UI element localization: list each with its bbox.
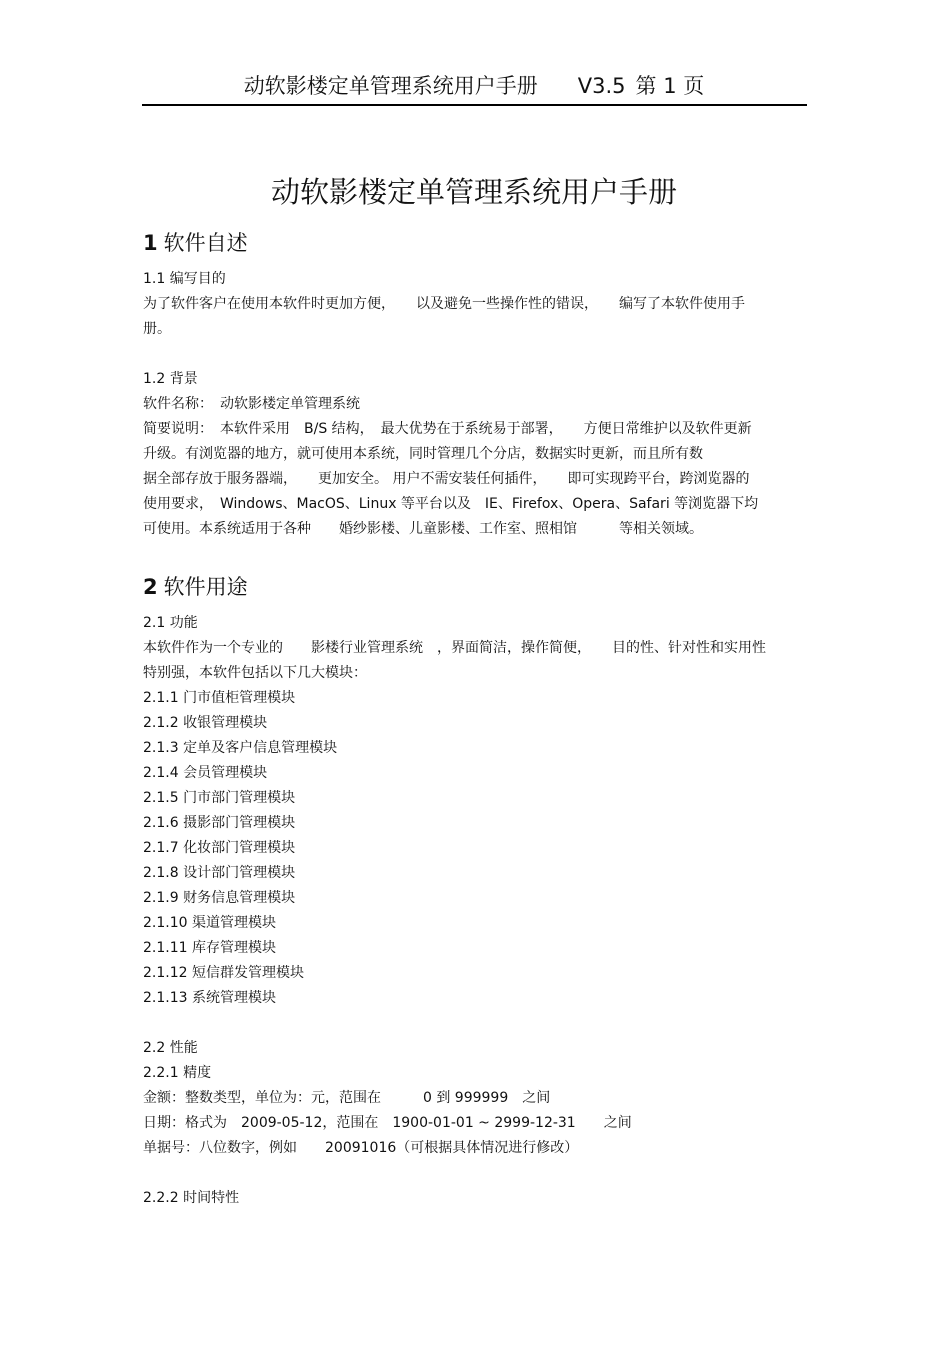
module-item: 2.1.11 库存管理模块: [143, 940, 276, 956]
module-item: 2.1.12 短信群发管理模块: [143, 965, 304, 981]
section-2-number: 2: [143, 575, 158, 599]
section-2-2-2-title: 2.2.2 时间特性: [143, 1190, 240, 1206]
header-version: V3.5: [577, 74, 626, 98]
precision-date-line: 日期：格式为 2009-05-12，范围在 1900-01-01 ~ 2999-12-31 之间: [143, 1115, 632, 1131]
module-item: 2.1.7 化妆部门管理模块: [143, 840, 296, 856]
module-item: 2.1.3 定单及客户信息管理模块: [143, 740, 338, 756]
software-name-line: 软件名称： 动软影楼定单管理系统: [143, 396, 360, 412]
module-item: 2.1.8 设计部门管理模块: [143, 865, 296, 881]
section-1-1-title: 1.1 编写目的: [143, 271, 226, 287]
header-divider: [142, 104, 807, 106]
section-1-number: 1: [143, 231, 158, 255]
module-item: 2.1.10 渠道管理模块: [143, 915, 276, 931]
paragraph-line: 升级。有浏览器的地方，就可使用本系统，同时管理几个分店，数据实时更新，而且所有数: [143, 446, 703, 462]
page-header: [142, 72, 806, 104]
section-1-2-title: 1.2 背景: [143, 371, 198, 387]
module-item: 2.1.4 会员管理模块: [143, 765, 268, 781]
paragraph-line: 册。: [143, 321, 171, 337]
section-2-heading: [143, 572, 803, 602]
paragraph-line: 为了软件客户在使用本软件时更加方便， 以及避免一些操作性的错误， 编写了本软件使用手: [143, 296, 745, 312]
header-title: 动软影楼定单管理系统用户手册: [243, 74, 538, 98]
module-item: 2.1.5 门市部门管理模块: [143, 790, 296, 806]
module-item: 2.1.1 门市值柜管理模块: [143, 690, 296, 706]
precision-doc-number-line: 单据号：八位数字，例如 20091016（可根据具体情况进行修改）: [143, 1140, 579, 1156]
document-title: 动软影楼定单管理系统用户手册: [270, 175, 677, 209]
document-body: [143, 228, 803, 1211]
section-2-2-title: 2.2 性能: [143, 1040, 198, 1056]
section-2-2-1-title: 2.2.1 精度: [143, 1065, 212, 1081]
module-item: 2.1.6 摄影部门管理模块: [143, 815, 296, 831]
precision-amount-line: 金额：整数类型，单位为：元，范围在 0 到 999999 之间: [143, 1090, 551, 1106]
section-1-heading: [143, 228, 803, 258]
paragraph-line: 本软件作为一个专业的 影楼行业管理系统 ，界面简洁，操作简便， 目的性、针对性和实用性: [143, 640, 766, 656]
module-item: 2.1.9 财务信息管理模块: [143, 890, 296, 906]
section-1-title: 软件自述: [163, 231, 248, 255]
header-page-number: 第 1 页: [635, 74, 705, 98]
paragraph-line: 据全部存放于服务器端， 更加安全。 用户不需安装任何插件， 即可实现跨平台，跨浏览器的: [143, 471, 750, 487]
module-item: 2.1.2 收银管理模块: [143, 715, 268, 731]
section-2-title: 软件用途: [163, 575, 248, 599]
module-item: 2.1.13 系统管理模块: [143, 990, 276, 1006]
paragraph-line: 使用要求， Windows、MacOS、Linux 等平台以及 IE、Firefox、Opera、Safari 等浏览器下均: [143, 496, 759, 512]
paragraph-line: 特别强，本软件包括以下几大模块：: [143, 665, 367, 681]
paragraph-line: 可使用。本系统适用于各种 婚纱影楼、儿童影楼、工作室、照相馆 等相关领域。: [143, 521, 703, 537]
section-2-1-title: 2.1 功能: [143, 615, 198, 631]
paragraph-line: 简要说明： 本软件采用 B/S 结构， 最大优势在于系统易于部署， 方便日常维护以及软件更新: [143, 421, 752, 437]
